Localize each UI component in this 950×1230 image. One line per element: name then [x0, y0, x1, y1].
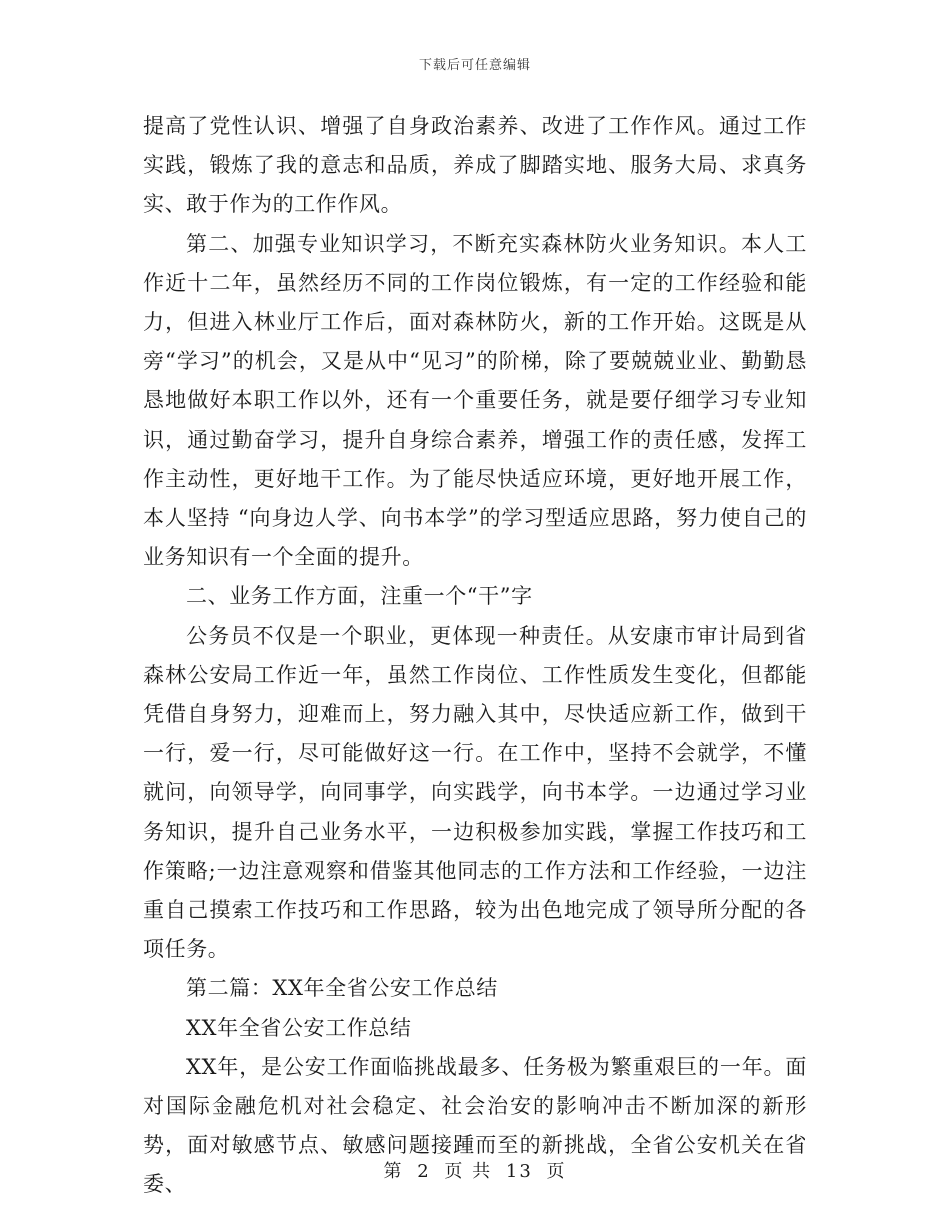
paragraph-3: 公务员不仅是一个职业，更体现一种责任。从安康市审计局到省森林公安局工作近一年，虽然工作岗位、工作性质发生变化，但都能凭借自身努力，迎难而上，努力融入其中，尽快适应新工作，做到干一行，爱一行，尽可能做好这一行。在工作中，坚持不会就学，不懂就问，向领导学，向同事学，向实践学，向书本学。一边通过学习业务知识，提升自己业务水平，一边积极参加实践，掌握工作技巧和工作策略;一边注意观察和借鉴其他同志的工作方法和工作经验，一边注重自己摸索工作技巧和工作思路，较为出色地完成了领导所分配的各项任务。	[143, 623, 807, 962]
of-label: 页 共	[444, 1161, 493, 1182]
paragraph-1: 提高了党性认识、增强了自身政治素养、改进了工作作风。通过工作实践，锻炼了我的意志和品质，养成了脚踏实地、服务大局、求真务实、敢于作为的工作作风。	[143, 114, 807, 217]
page-number: 2	[417, 1161, 431, 1182]
document-body	[143, 107, 807, 1205]
total-pages: 13	[505, 1161, 533, 1182]
page-header-note: 下载后可任意编辑	[418, 58, 531, 73]
paragraph-4: XX年，是公安工作面临挑战最多、任务极为繁重艰巨的一年。面对国际金融危机对社会稳定、社会治安的影响冲击不断加深的新形势，面对敏感节点、敏感问题接踵而至的新挑战，全省公安机关在省委、	[143, 1054, 807, 1197]
section-heading: 二、业务工作方面，注重一个“干”字	[186, 584, 533, 609]
chapter-title: 第二篇：XX年全省公安工作总结	[186, 976, 498, 1001]
paragraph-2: 第二、加强专业知识学习，不断充实森林防火业务知识。本人工作近十二年，虽然经历不同的工作岗位锻炼，有一定的工作经验和能力，但进入林业厅工作后，面对森林防火，新的工作开始。这既是从旁“学习”的机会，又是从中“见习”的阶梯，除了要兢兢业业、勤勤恳恳地做好本职工作以外，还有一个重要任务，就是要仔细学习专业知识，通过勤奋学习，提升自身综合素养，增强工作的责任感，发挥工作主动性，更好地干工作。为了能尽快适应环境，更好地开展工作，本人坚持 “向身边人学、向书本学”的学习型适应思路，努力使自己的业务知识有一个全面的提升。	[143, 231, 807, 570]
document-title: XX年全省公安工作总结	[186, 1015, 412, 1040]
page-label: 第	[383, 1161, 404, 1182]
page-footer	[0, 1157, 950, 1183]
page-suffix: 页	[546, 1161, 567, 1182]
